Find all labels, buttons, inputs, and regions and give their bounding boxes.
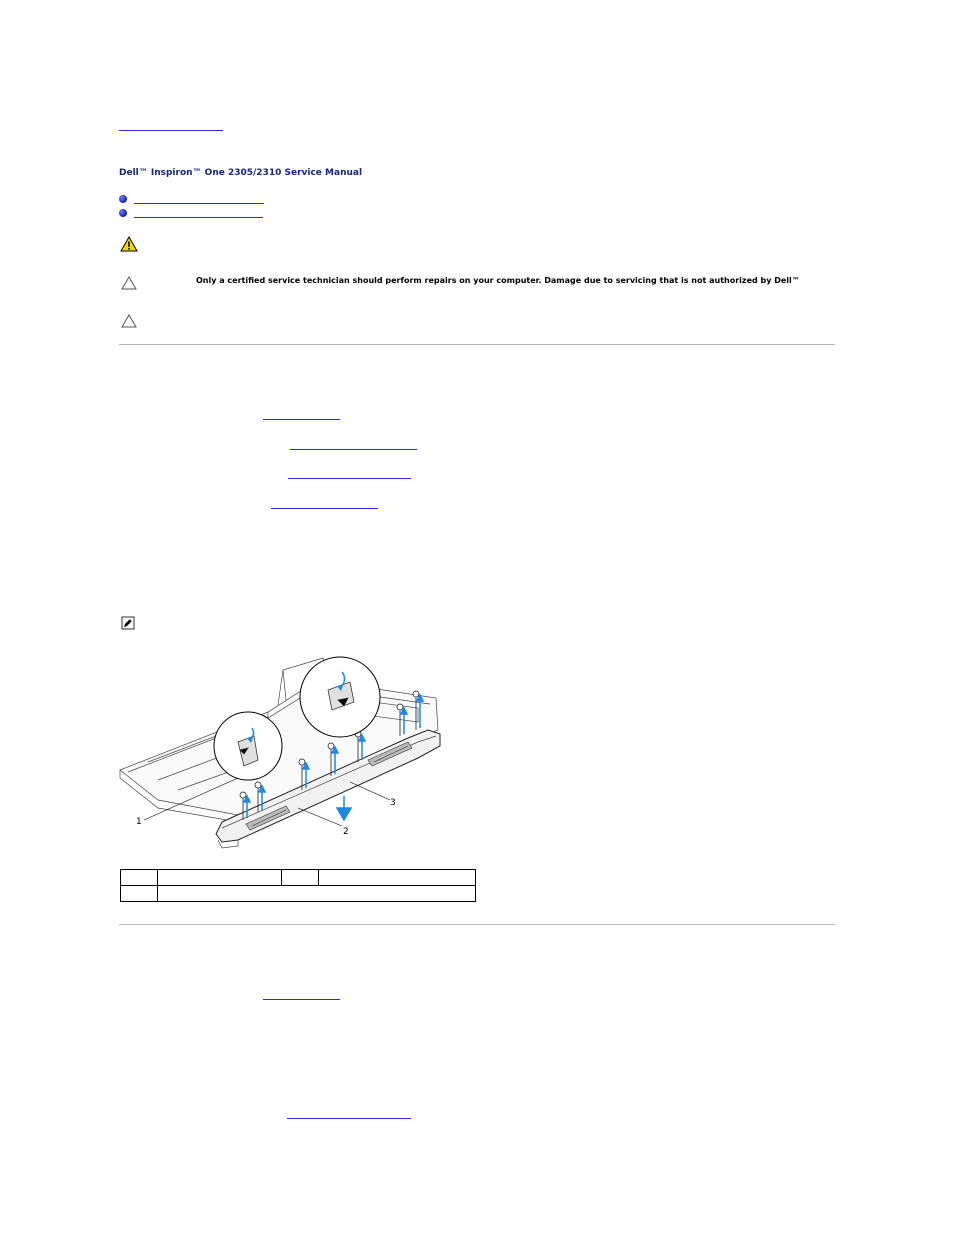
- table-row: [121, 870, 476, 886]
- callout-1: 1: [136, 817, 142, 827]
- callout-3: 3: [390, 798, 396, 808]
- table-cell: [158, 870, 282, 886]
- toc-link-replacing[interactable]: [134, 217, 263, 218]
- procedure-link[interactable]: [271, 508, 378, 509]
- table-cell: [121, 870, 158, 886]
- section-divider: [119, 344, 835, 345]
- procedure-link[interactable]: [290, 449, 417, 450]
- table-cell: [158, 886, 476, 902]
- caution-icon: [121, 276, 137, 290]
- procedure-link[interactable]: [288, 478, 411, 479]
- manual-title: Dell™ Inspiron™ One 2305/2310 Service Manual: [119, 168, 363, 178]
- procedure-link[interactable]: [263, 419, 340, 420]
- warning-icon: [120, 236, 138, 252]
- caution-icon: [121, 314, 137, 328]
- bottom-cover-illustration: [118, 650, 448, 855]
- callout-table: [120, 869, 476, 902]
- toc-link-removing[interactable]: [134, 203, 264, 204]
- section-divider: [119, 924, 835, 925]
- caution-text: Only a certified service technician should perform repairs on your computer. Damage due to servicing that is not authorized by Dell™: [196, 276, 800, 285]
- table-cell: [282, 870, 319, 886]
- toc-bullet-icon: [119, 195, 127, 203]
- toc-bullet-icon: [119, 209, 127, 217]
- callout-2: 2: [343, 827, 349, 837]
- note-pencil-icon: [121, 616, 135, 630]
- back-to-contents-link[interactable]: [119, 130, 223, 131]
- table-cell: [319, 870, 476, 886]
- procedure-link[interactable]: [263, 999, 340, 1000]
- table-row: [121, 886, 476, 902]
- procedure-link[interactable]: [287, 1118, 411, 1119]
- table-cell: [121, 886, 158, 902]
